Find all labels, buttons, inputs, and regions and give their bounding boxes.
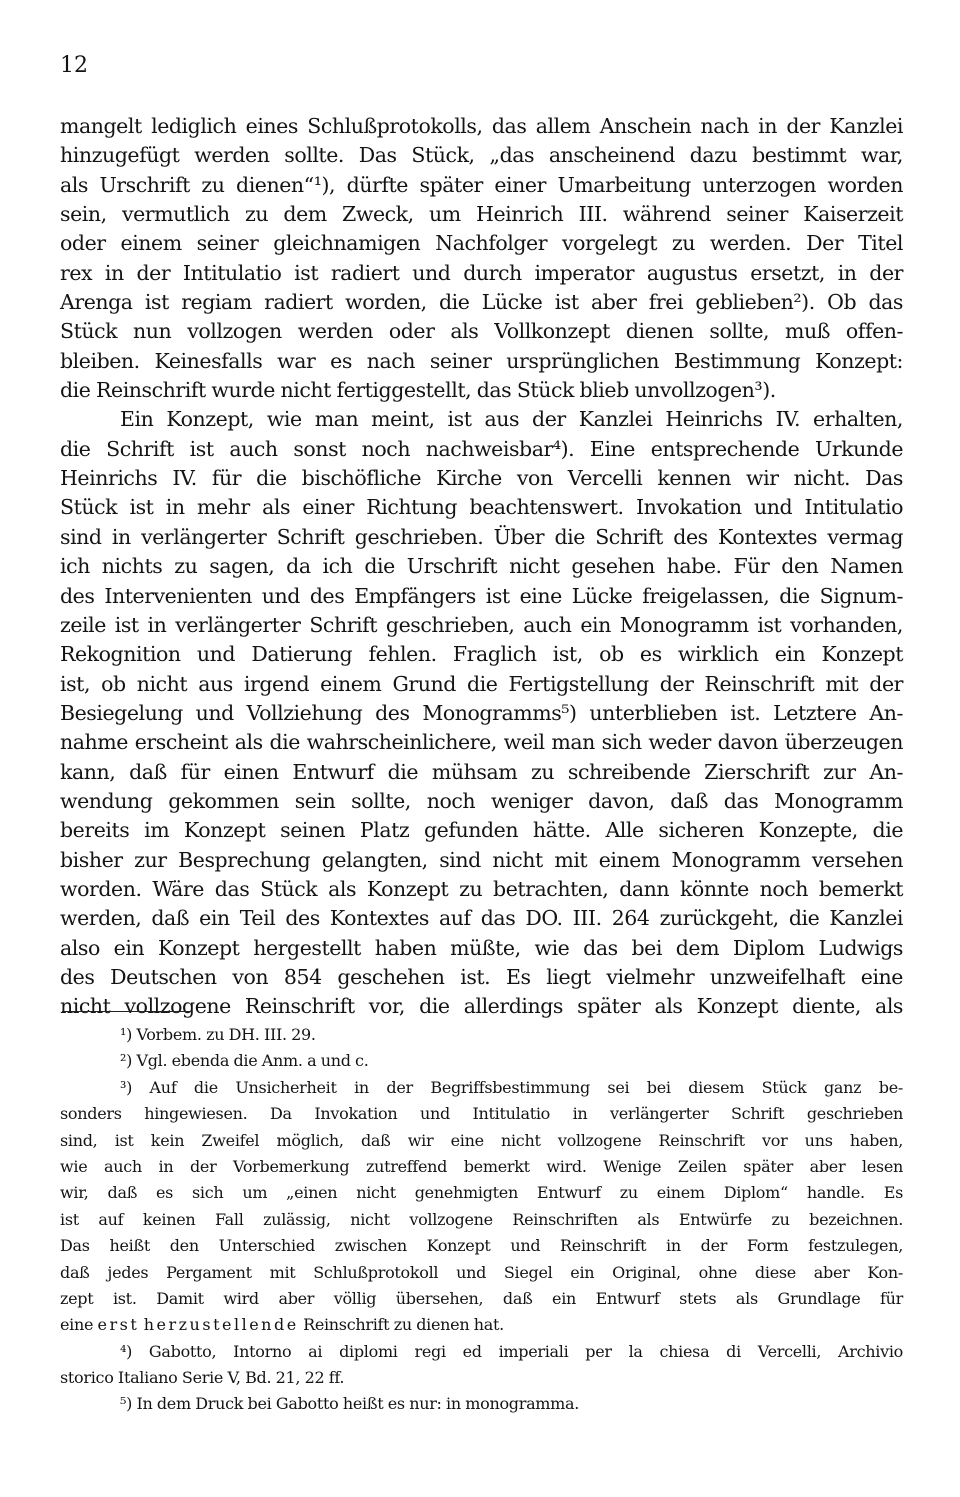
body-line: hinzugefügt werden sollte. Das Stück, „das anscheinend dazu bestimmt war, [60, 143, 903, 168]
footnote-3-line: sind, ist kein Zweifel möglich, daß wir eine nicht vollzogene Reinschrift vor uns haben, [60, 1130, 903, 1150]
footnote-3-text: eine [60, 1315, 98, 1335]
body-line: bleiben. Keinesfalls war es nach seiner ursprünglichen Bestimmung Konzept: [60, 348, 903, 373]
main-text [60, 112, 903, 1022]
footnotes [60, 1022, 903, 1418]
body-line: Arenga ist regiam radiert worden, die Lücke ist aber frei geblieben²). Ob das [60, 290, 903, 315]
footnote-3-last-line [60, 1312, 903, 1338]
footnote-3-line: daß jedes Pergament mit Schlußprotokoll und Siegel ein Original, ohne diese aber Kon- [60, 1262, 903, 1282]
body-line: kann, daß für einen Entwurf die mühsam zu schreibende Zierschrift zur An- [60, 759, 903, 784]
body-line: bisher zur Besprechung gelangten, sind nicht mit einem Monogramm versehen [60, 847, 903, 872]
footnote-3-line: zept ist. Damit wird aber völlig übersehen, daß ein Entwurf stets als Grundlage für [60, 1288, 903, 1308]
footnote-3-line: ist auf keinen Fall zulässig, nicht vollzogene Reinschriften als Entwürfe zu bezeichnen. [60, 1209, 903, 1229]
footnote-4-line: storico Italiano Serie V, Bd. 21, 22 ff. [60, 1368, 345, 1388]
footnote-3-line: wie auch in der Vorbemerkung zutreffend bemerkt wird. Wenige Zeilen später aber lesen [60, 1156, 903, 1176]
spaced-emphasis: herzustellende [143, 1315, 299, 1335]
body-line: Stück ist in mehr als einer Richtung beachtenswert. Invokation und Intitulatio [60, 495, 903, 520]
footnote-3-text: Reinschrift zu dienen hat. [298, 1315, 504, 1335]
body-line: ich nichts zu sagen, da ich die Urschrift nicht gesehen habe. Für den Namen [60, 554, 903, 579]
body-line: bereits im Konzept seinen Platz gefunden hätte. Alle sicheren Konzepte, die [60, 818, 903, 843]
body-line: also ein Konzept hergestellt haben müßte, wie das bei dem Diplom Ludwigs [60, 935, 903, 960]
footnote-divider [62, 1011, 192, 1012]
body-line: Stück nun vollzogen werden oder als Vollkonzept dienen sollte, muß offen- [60, 319, 903, 344]
body-line: des Intervenienten und des Empfängers ist eine Lücke freigelassen, die Signum- [60, 583, 903, 608]
body-line: oder einem seiner gleichnamigen Nachfolger vorgelegt zu werden. Der Titel [60, 231, 903, 256]
body-line: die Reinschrift wurde nicht fertiggestellt, das Stück blieb unvollzogen³). [60, 378, 776, 403]
footnote-3-line: sonders hingewiesen. Da Invokation und Intitulatio in verlängerter Schrift geschrieben [60, 1104, 903, 1124]
footnote-4-line: ⁴) Gabotto, Intorno ai diplomi regi ed imperiali per la chiesa di Vercelli, Archivio [120, 1341, 903, 1361]
body-line: Rekognition und Datierung fehlen. Fraglich ist, ob es wirklich ein Konzept [60, 642, 903, 667]
body-line: mangelt lediglich eines Schlußprotokolls, das allem Anschein nach in der Kanzlei [60, 114, 903, 138]
body-line: sein, vermutlich zu dem Zweck, um Heinrich III. während seiner Kaiserzeit [60, 202, 903, 227]
page-number: 12 [60, 53, 88, 78]
footnote-2: ²) Vgl. ebenda die Anm. a und c. [120, 1051, 369, 1071]
body-line: des Deutschen von 854 geschehen ist. Es liegt vielmehr unzweifelhaft eine [60, 964, 903, 989]
footnote-5: ⁵) In dem Druck bei Gabotto heißt es nur: in monogramma. [120, 1394, 580, 1414]
body-line: rex in der Intitulatio ist radiert und durch imperator augustus ersetzt, in der [60, 260, 903, 285]
body-line: werden, daß ein Teil des Kontextes auf das DO. III. 264 zurückgeht, die Kanzlei [60, 906, 903, 931]
body-line: nicht vollzogene Reinschrift vor, die allerdings später als Konzept diente, als [60, 994, 903, 1019]
body-line: zeile ist in verlängerter Schrift geschrieben, auch ein Monogramm ist vorhanden, [60, 612, 903, 637]
footnote-1: ¹) Vorbem. zu DH. III. 29. [120, 1025, 316, 1044]
footnote-3-line: wir, daß es sich um „einen nicht genehmigten Entwurf zu einem Diplom“ handle. Es [60, 1183, 903, 1203]
body-line: worden. Wäre das Stück als Konzept zu betrachten, dann könnte noch bemerkt [60, 876, 903, 901]
body-line: ist, ob nicht aus irgend einem Grund die Fertigstellung der Reinschrift mit der [60, 671, 903, 696]
body-line: wendung gekommen sein sollte, noch weniger davon, daß das Monogramm [60, 788, 903, 813]
body-line: nahme erscheint als die wahrscheinlichere, weil man sich weder davon überzeugen [60, 730, 903, 755]
body-line: sind in verlängerter Schrift geschrieben. Über die Schrift des Kontextes vermag [60, 524, 903, 549]
body-line: Heinrichs IV. für die bischöfliche Kirche von Vercelli kennen wir nicht. Das [60, 466, 903, 491]
footnote-3-line: Das heißt den Unterschied zwischen Konzept und Reinschrift in der Form festzulegen, [60, 1236, 903, 1256]
spaced-emphasis: erst [97, 1315, 140, 1335]
footnote-3-line: ³) Auf die Unsicherheit in der Begriffsbestimmung sei bei diesem Stück ganz be- [120, 1077, 903, 1097]
body-line: Besiegelung und Vollziehung des Monogramms⁵) unterblieben ist. Letztere An- [60, 700, 903, 725]
body-line: Ein Konzept, wie man meint, ist aus der Kanzlei Heinrichs IV. erhalten, [120, 407, 903, 432]
body-line: die Schrift ist auch sonst noch nachweisbar⁴). Eine entsprechende Urkunde [60, 436, 903, 461]
body-line: als Urschrift zu dienen“¹), dürfte später einer Umarbeitung unterzogen worden [60, 172, 903, 197]
